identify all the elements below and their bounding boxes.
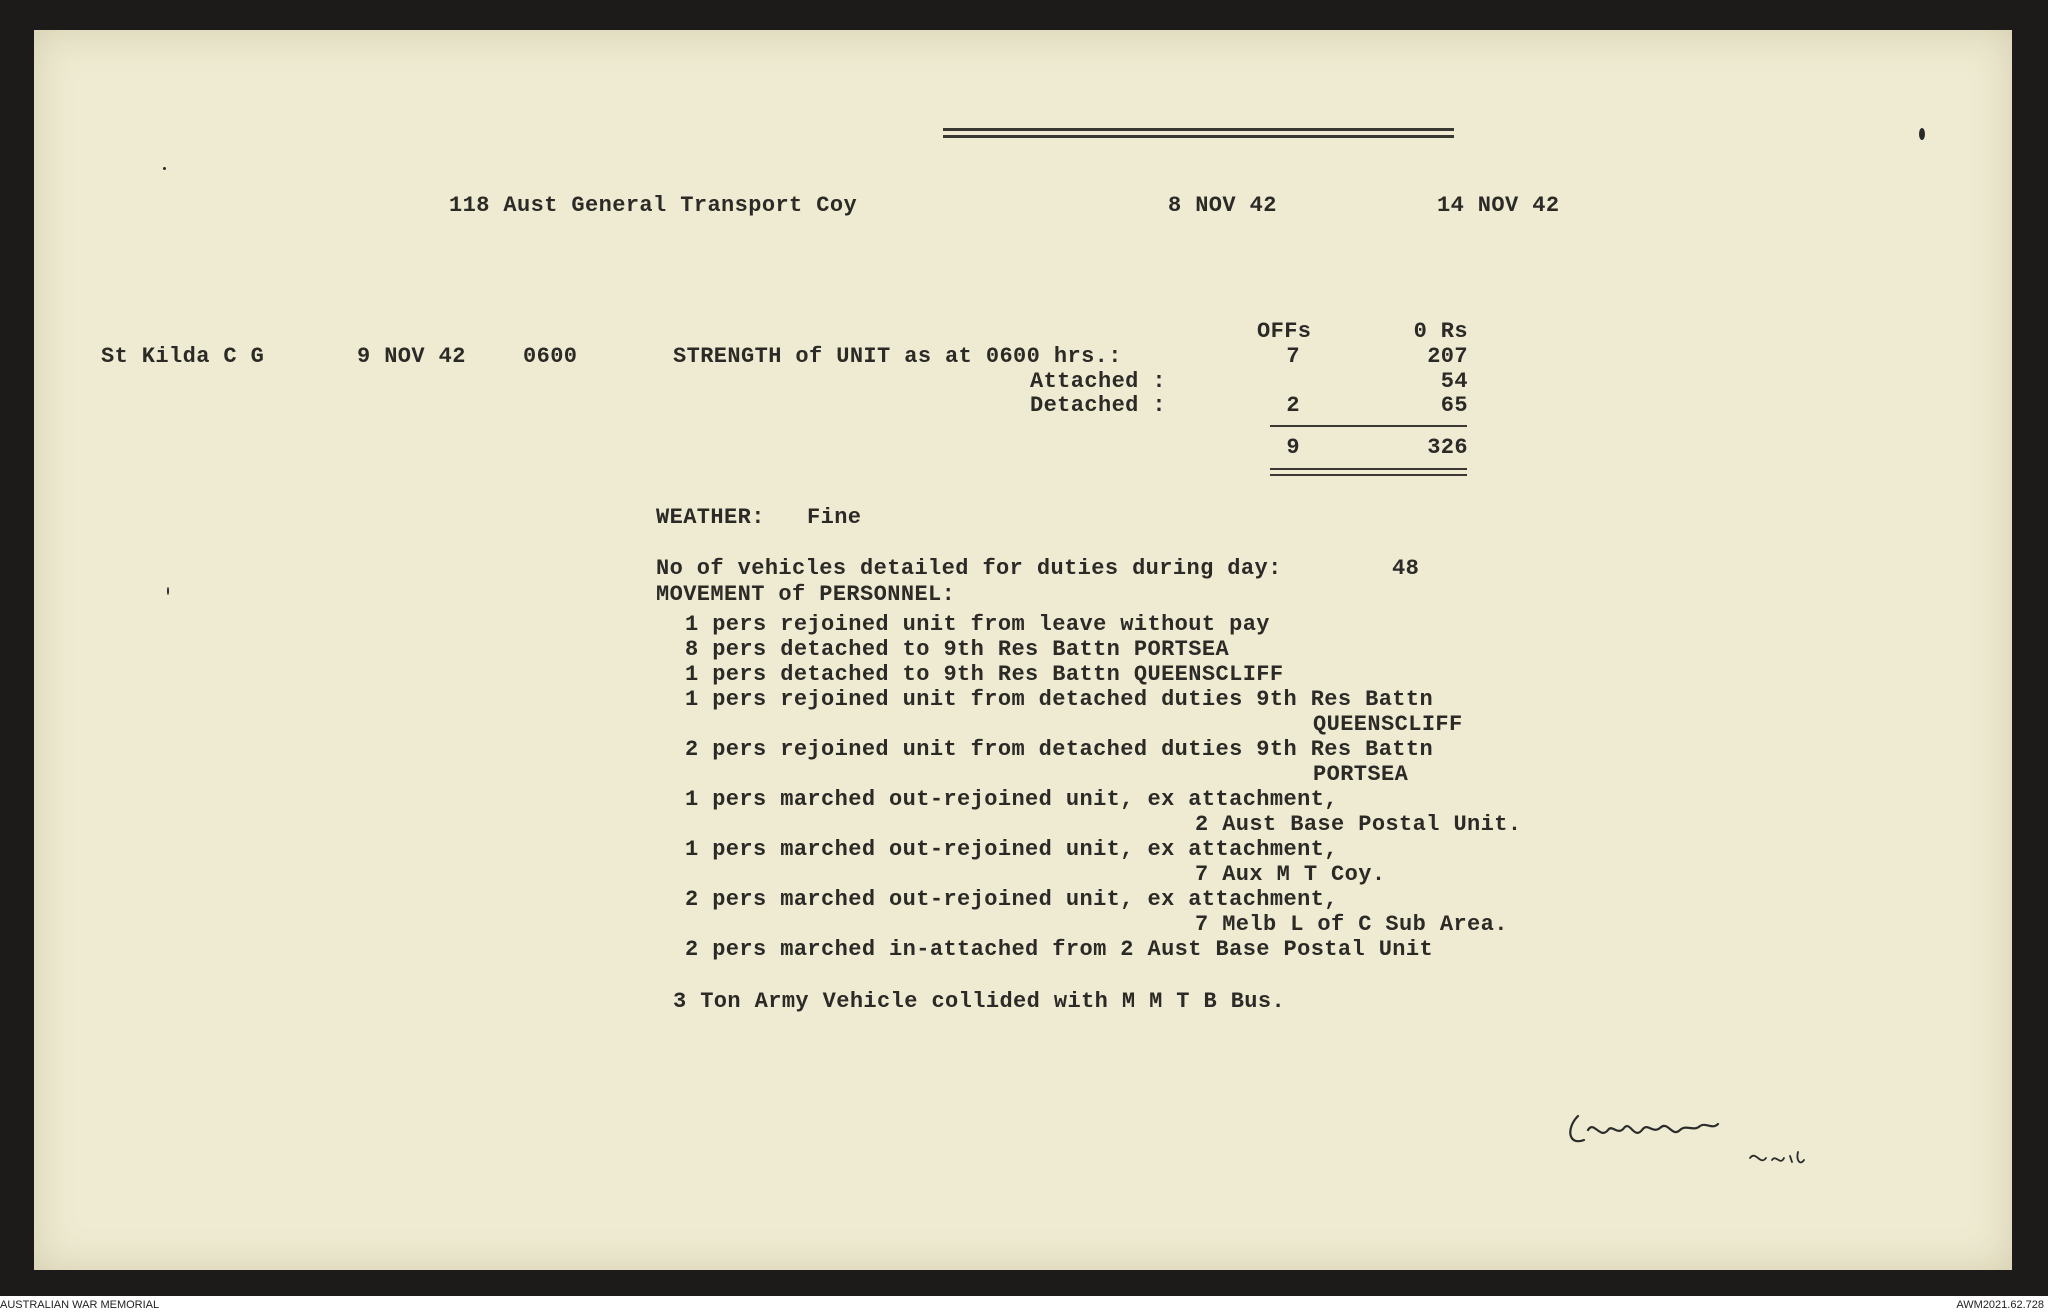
paper-speck	[167, 587, 169, 595]
entry-time: 0600	[523, 344, 578, 369]
footer-left: AUSTRALIAN WAR MEMORIAL	[0, 1299, 160, 1311]
movement-line: 2 pers rejoined unit from detached duties 9th Res Battn	[685, 737, 1434, 762]
movement-line: PORTSEA	[1313, 762, 1409, 787]
strength-row-label: Attached :	[1029, 369, 1166, 394]
strength-column-offrs: OFFs	[1257, 319, 1312, 344]
incident-note: 3 Ton Army Vehicle collided with M M T B Bus.	[673, 989, 1286, 1014]
movement-line: 8 pers detached to 9th Res Battn PORTSEA	[685, 637, 1230, 662]
strength-total-offrs: 9	[1286, 435, 1300, 460]
strength-column-ors: 0 Rs	[1413, 319, 1468, 344]
vehicles-label: No of vehicles detailed for duties during day:	[656, 556, 1282, 581]
strength-row-ors: 207	[1427, 344, 1468, 369]
movement-line: QUEENSCLIFF	[1313, 712, 1463, 737]
strength-row-label: Detached :	[1029, 393, 1166, 418]
paper-speck	[163, 167, 166, 170]
total-rule-2	[1270, 474, 1467, 476]
movement-line: 1 pers detached to 9th Res Battn QUEENSCLIFF	[685, 662, 1284, 687]
vehicles-value: 48	[1392, 556, 1420, 581]
strength-label: STRENGTH of UNIT as at 0600 hrs.:	[673, 344, 1122, 369]
movement-line: 7 Melb L of C Sub Area.	[1195, 912, 1508, 937]
movement-line: 2 pers marched in-attached from 2 Aust Base Postal Unit	[685, 937, 1434, 962]
top-rule-2	[943, 135, 1454, 138]
strength-row-offrs: 7	[1286, 344, 1300, 369]
strength-row-offrs: 2	[1286, 393, 1300, 418]
unit-name: 118 Aust General Transport Coy	[449, 193, 858, 218]
strength-row-ors: 65	[1440, 393, 1468, 418]
handwritten-signature	[1560, 1100, 1860, 1200]
footer-right: AWM2021.62.728	[1956, 1299, 2044, 1311]
movement-line: 1 pers rejoined unit from detached duties 9th Res Battn	[685, 687, 1434, 712]
weather-label: WEATHER:	[656, 505, 765, 530]
total-rule-1	[1270, 468, 1467, 470]
movement-line: 7 Aux M T Coy.	[1195, 862, 1386, 887]
movement-line: 2 Aust Base Postal Unit.	[1195, 812, 1522, 837]
movement-line: 1 pers marched out-rejoined unit, ex attachment,	[685, 787, 1338, 812]
paper-speck	[1919, 128, 1925, 140]
subtotal-rule	[1270, 425, 1467, 427]
movement-line: 1 pers rejoined unit from leave without pay	[685, 612, 1270, 637]
date-to: 14 NOV 42	[1437, 193, 1560, 218]
movement-line: 2 pers marched out-rejoined unit, ex attachment,	[685, 887, 1338, 912]
strength-row-ors: 54	[1440, 369, 1468, 394]
movement-line: 1 pers marched out-rejoined unit, ex attachment,	[685, 837, 1338, 862]
movement-heading: MOVEMENT of PERSONNEL:	[656, 582, 956, 607]
strength-total-ors: 326	[1427, 435, 1468, 460]
date-from: 8 NOV 42	[1168, 193, 1277, 218]
entry-place: St Kilda C G	[101, 344, 265, 369]
weather-value: Fine	[807, 505, 862, 530]
entry-date: 9 NOV 42	[357, 344, 466, 369]
top-rule-1	[943, 128, 1454, 131]
